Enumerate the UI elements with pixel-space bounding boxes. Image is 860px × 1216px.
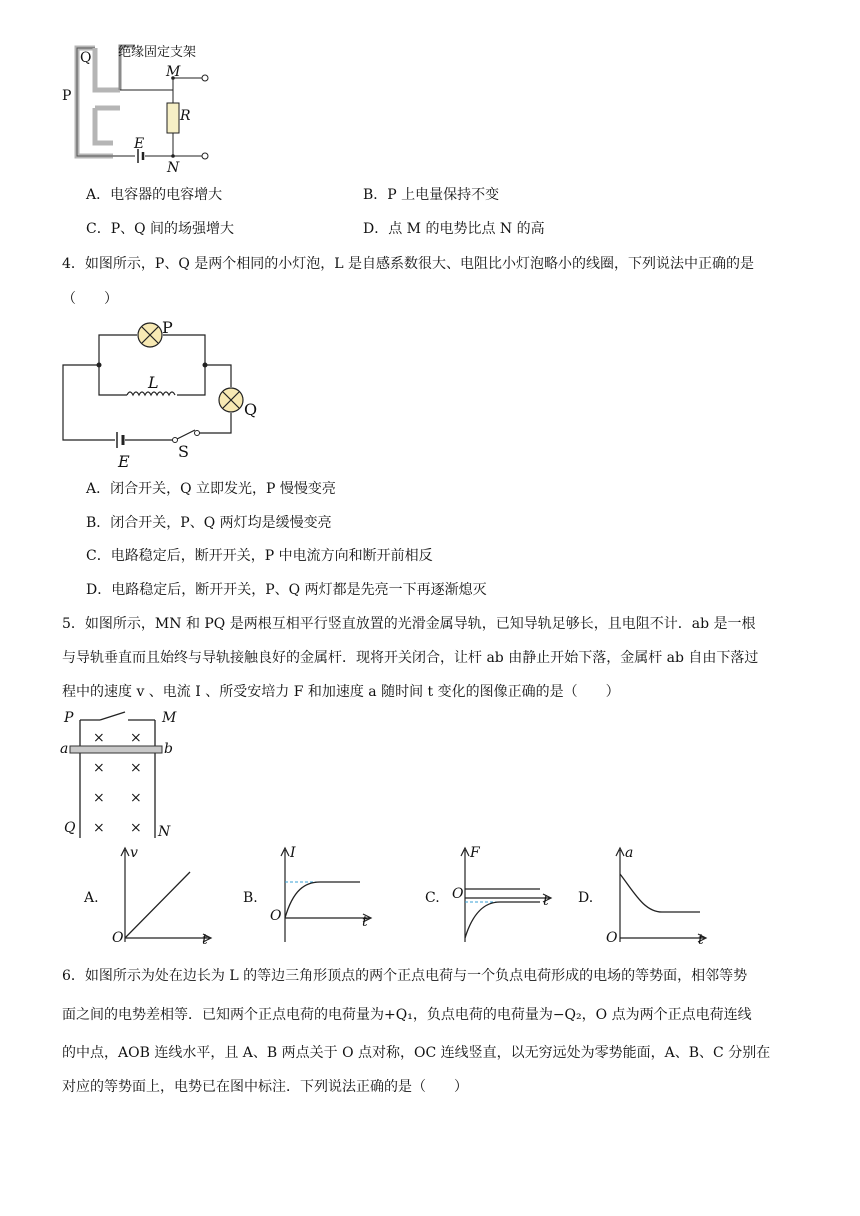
q5-graph-b-ylabel: I	[290, 845, 296, 861]
q5-stem-line1: 5．如图所示，MN 和 PQ 是两根互相平行竖直放置的光滑金属导轨，已知导轨足够长，且电阻不计．ab 是一根	[62, 616, 756, 632]
q5-graph-d-origin: O	[606, 930, 618, 946]
q4-option-d: D．电路稳定后，断开开关，P、Q 两灯都是先亮一下再逐渐熄灭	[86, 582, 487, 598]
q5-graph-a-xlabel: t	[202, 932, 208, 948]
q5-label-q: Q	[64, 820, 76, 836]
q5-graph-a-ylabel: v	[130, 845, 138, 861]
q4-option-c: C．电路稳定后，断开开关，P 中电流方向和断开前相反	[86, 548, 433, 564]
q6-stem-line2: 面之间的电势差相等．已知两个正点电荷的电荷量为+Q₁，负点电荷的电荷量为−Q₂，O 点为两个正点电荷连线	[62, 1007, 752, 1023]
q3-label-e: E	[134, 136, 145, 152]
q5-field-mark: ×	[93, 730, 105, 746]
q6-stem-line3: 的中点，AOB 连线水平，且 A、B 两点关于 O 点对称，OC 连线竖直，以无穷远处为零势能面，A、B、C 分别在	[62, 1045, 771, 1061]
q5-field-mark: ×	[130, 760, 142, 776]
q5-label-a: a	[60, 741, 69, 757]
q5-field-mark: ×	[130, 820, 142, 836]
q3-option-b: B．P 上电量保持不变	[363, 187, 500, 203]
q3-label-n: N	[167, 160, 180, 176]
q5-graph-c-letter: C.	[425, 890, 440, 906]
q5-field-mark: ×	[130, 730, 142, 746]
q4-option-a: A．闭合开关，Q 立即发光，P 慢慢变亮	[86, 481, 336, 497]
q4-stem-line2: （ ）	[62, 291, 118, 307]
q5-rails-figure	[60, 708, 180, 843]
q3-option-d: D．点 M 的电势比点 N 的高	[363, 221, 545, 237]
q4-option-b: B．闭合开关，P、Q 两灯均是缓慢变亮	[86, 515, 332, 531]
q4-label-q: Q	[244, 400, 258, 419]
q4-circuit-figure	[55, 315, 265, 475]
q6-stem-line4: 对应的等势面上，电势已在图中标注．下列说法正确的是（ ）	[62, 1079, 468, 1095]
q5-stem-line2: 与导轨垂直而且始终与导轨接触良好的金属杆．现将开关闭合，让杆 ab 由静止开始下落，金属杆 ab 自由下落过	[62, 650, 759, 666]
q3-label-r: R	[180, 108, 191, 124]
q3-label-m: M	[166, 64, 181, 80]
q5-graph-b-origin: O	[270, 908, 282, 924]
q5-label-p: P	[64, 710, 74, 726]
q4-label-s: S	[178, 442, 189, 461]
q4-label-p: P	[162, 318, 173, 337]
q4-label-e: E	[118, 452, 130, 471]
q5-field-mark: ×	[93, 760, 105, 776]
q5-graph-b	[265, 842, 380, 952]
q3-option-c: C．P、Q 间的场强增大	[86, 221, 235, 237]
q5-graph-a-origin: O	[112, 930, 124, 946]
q5-graph-a-letter: A.	[84, 890, 99, 906]
q5-field-mark: ×	[130, 790, 142, 806]
q5-graph-c-xlabel: t	[543, 893, 549, 909]
q5-graph-b-letter: B.	[243, 890, 258, 906]
q5-field-mark: ×	[93, 820, 105, 836]
q5-graph-d-ylabel: a	[625, 845, 634, 861]
q3-bracket-label: 绝缘固定支架	[118, 45, 197, 60]
q5-label-n: N	[158, 824, 171, 840]
q6-stem-line1: 6．如图所示为处在边长为 L 的等边三角形顶点的两个正点电荷与一个负点电荷形成的电场的等势面，相邻等势	[62, 968, 748, 984]
q5-graph-d-letter: D.	[578, 890, 594, 906]
q5-stem-line3: 程中的速度 v 、电流 I 、所受安培力 F 和加速度 a 随时间 t 变化的图像正确的是（ ）	[62, 684, 620, 700]
q3-label-q: Q	[80, 50, 92, 66]
q5-field-mark: ×	[93, 790, 105, 806]
q5-graph-c-ylabel: F	[470, 845, 480, 861]
q3-label-p: P	[62, 88, 72, 104]
q5-graph-b-xlabel: t	[362, 914, 368, 930]
q5-label-m: M	[162, 710, 177, 726]
q4-label-l: L	[148, 373, 159, 392]
q3-option-a: A．电容器的电容增大	[86, 187, 223, 203]
q5-label-b: b	[164, 741, 173, 757]
q4-stem-line1: 4．如图所示，P、Q 是两个相同的小灯泡，L 是自感系数很大、电阻比小灯泡略小的线圈，下列说法中正确的是	[62, 256, 754, 272]
q5-graph-c-origin: O	[452, 886, 464, 902]
q5-graph-d-xlabel: t	[698, 932, 704, 948]
